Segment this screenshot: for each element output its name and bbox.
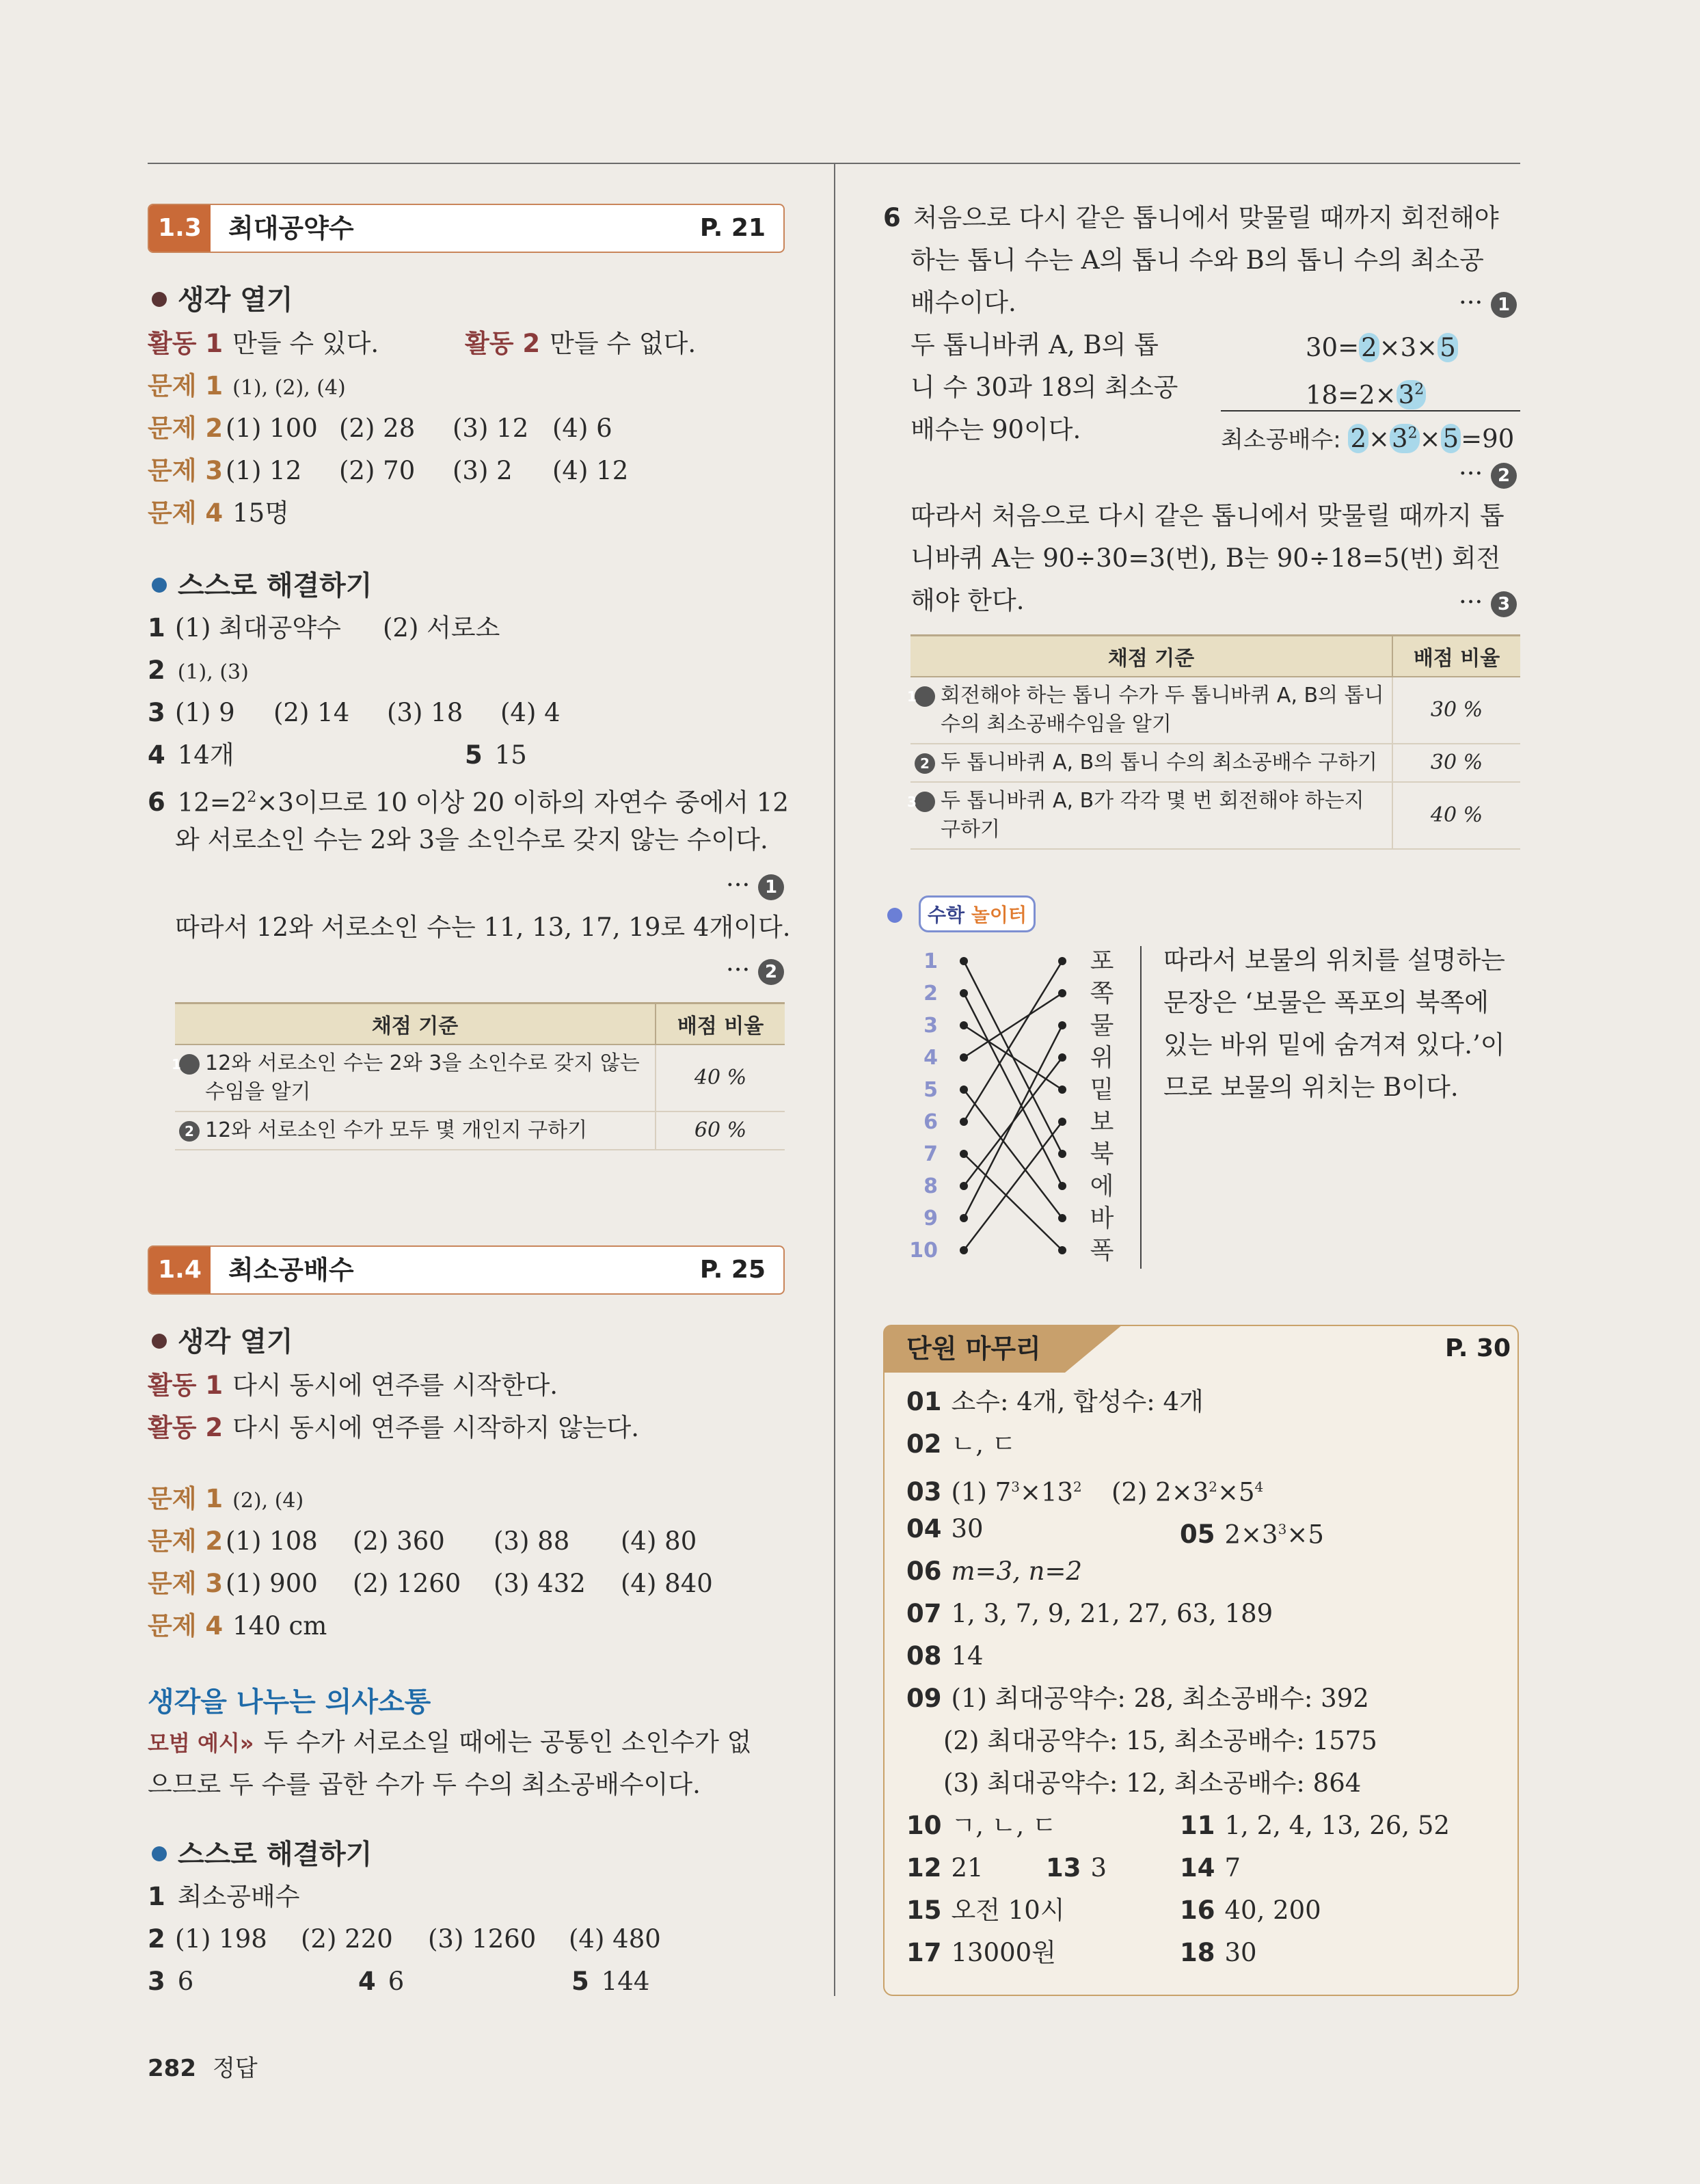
match-dot (960, 1118, 968, 1126)
match-number: 4 (923, 1046, 938, 1070)
answer-row: 3 6 (148, 1967, 194, 1996)
answer-row: 13 3 (1046, 1853, 1107, 1883)
answer-row: 2 (1), (3) (148, 656, 249, 685)
section-page: P. 25 (699, 1256, 766, 1284)
answer-row: 15 오전 10시 (906, 1896, 1065, 1925)
section-header-1-4 (148, 1245, 785, 1295)
table-row: 1 12와 서로소인 수는 2와 3을 소인수로 갖지 않는 수임을 알기 40 % (175, 1044, 785, 1111)
table-row: 2 12와 서로소인 수가 모두 몇 개인지 구하기 60 % (175, 1111, 785, 1150)
answer-row: 1 최소공배수 (148, 1882, 300, 1911)
match-number: 1 (923, 949, 938, 973)
table-header: 채점 기준 (175, 1003, 656, 1045)
match-dot (960, 1182, 968, 1190)
answer: (2) 70 (339, 456, 416, 485)
answer: (1) 12 (226, 456, 302, 485)
division-rule (1221, 410, 1520, 412)
match-line (964, 961, 1062, 1122)
match-dot (1058, 1214, 1066, 1222)
answer-row: 4 14개 (148, 740, 234, 770)
answer: (3) 12 (453, 414, 529, 443)
page-number: 282 (148, 2055, 196, 2082)
table-row: 1 회전해야 하는 톱니 수가 두 톱니바퀴 A, B의 톱니 수의 최소공배수임을 알기 30 % (910, 677, 1520, 744)
model-answer: 모범 예시» 두 수가 서로소일 때에는 공통인 소인수가 없 (148, 1727, 752, 1757)
separator (1140, 946, 1142, 1269)
page-footer (148, 2049, 258, 2083)
bullet-icon (152, 578, 167, 593)
answer-row: 07 1, 3, 7, 9, 21, 27, 63, 189 (906, 1599, 1273, 1628)
match-dot (1058, 1118, 1066, 1126)
match-character: 바 (1090, 1204, 1114, 1232)
answer: (1) 9 (175, 698, 235, 727)
answer: (2) 14 (273, 698, 350, 727)
answer-row: 01 소수: 4개, 합성수: 4개 (906, 1387, 1204, 1416)
explanation: 있는 바위 밑에 숨겨져 있다.’이 (1163, 1030, 1505, 1060)
answer-row: 10 ㄱ, ㄴ, ㄷ (906, 1811, 1057, 1840)
match-dot (960, 1214, 968, 1222)
section-number: 1.4 (149, 1247, 211, 1293)
match-character: 위 (1090, 1044, 1114, 1072)
grading-table (172, 1002, 785, 1150)
explanation: 배수는 90이다. (910, 415, 1081, 444)
explanation: 문장은 ‘보물은 폭포의 북쪽에 (1163, 988, 1489, 1017)
match-number: 5 (923, 1078, 938, 1102)
problem-row: 문제 2 (148, 414, 224, 443)
match-line (964, 993, 1062, 1186)
match-line (964, 1154, 1062, 1250)
answer: (1) 108 (226, 1526, 318, 1556)
communication-heading: 생각을 나누는 의사소통 (148, 1686, 431, 1718)
column-divider (834, 164, 835, 1996)
factorization-30: 30=2×3×5 (1306, 331, 1458, 365)
explanation: 하는 톱니 수는 A의 톱니 수와 B의 톱니 수의 최소공 (910, 245, 1484, 275)
match-dot (1058, 957, 1066, 965)
answer-row: 08 14 (906, 1641, 984, 1671)
explanation: 해야 한다. (910, 586, 1025, 615)
match-number: 10 (909, 1239, 938, 1263)
unit-review-title: 단원 마무리 (906, 1334, 1041, 1364)
match-character: 밑 (1090, 1076, 1114, 1104)
bullet-icon (152, 292, 167, 307)
explanation: 두 톱니바퀴 A, B의 톱 (910, 330, 1159, 360)
answer: (2) 서로소 (383, 613, 500, 643)
self-heading: 스스로 해결하기 (152, 569, 372, 603)
answer: (3) 432 (494, 1569, 586, 1598)
problem-row: 문제 4 140 cm (148, 1611, 327, 1641)
table-row: 2 두 톱니바퀴 A, B의 톱니 수의 최소공배수 구하기 30 % (910, 744, 1520, 782)
answer: (3) 18 (387, 698, 463, 727)
model-answer: 으므로 두 수를 곱한 수가 두 수의 최소공배수이다. (148, 1770, 701, 1799)
step-marker: ··· 2 (726, 953, 784, 987)
answer: (1) 100 (226, 414, 318, 443)
answer-row: 17 13000원 (906, 1938, 1056, 1967)
answer: (1) 198 (175, 1924, 267, 1954)
explanation: 따라서 12와 서로소인 수는 11, 13, 17, 19로 4개이다. (175, 913, 791, 942)
match-dot (960, 1246, 968, 1254)
activity-row: 활동 2 다시 동시에 연주를 시작하지 않는다. (148, 1413, 640, 1442)
answer-row: 16 40, 200 (1180, 1896, 1321, 1925)
match-dot (960, 989, 968, 997)
answer-row: 05 $2\times 3^3\times 5$ (1180, 1520, 1324, 1550)
match-line (964, 1090, 1062, 1218)
table-row: 3 두 톱니바퀴 A, B가 각각 몇 번 회전해야 하는지 구하기 40 % (910, 782, 1520, 849)
answer-row: 06 m=3, n=2 (906, 1556, 1083, 1586)
bullet-icon (152, 1846, 167, 1861)
answer-row: 03 (1) $7^3\times 13^2$ (906, 1477, 1082, 1507)
matching-diagram (909, 943, 1142, 1271)
self-heading: 스스로 해결하기 (152, 1837, 372, 1872)
match-number: 6 (923, 1110, 938, 1134)
answer: (2) 360 (353, 1526, 445, 1556)
table-header: 채점 기준 (910, 636, 1392, 677)
answer: (2) 1260 (353, 1569, 461, 1598)
match-line (964, 1025, 1062, 1218)
activity-row: 활동 1 만들 수 있다. (148, 329, 379, 358)
answer: (4) 6 (552, 414, 612, 443)
match-dot (1058, 1150, 1066, 1158)
step-marker: ··· 3 (1459, 585, 1517, 619)
answer-row: 4 6 (358, 1967, 405, 1996)
answer: (3) 2 (453, 456, 513, 485)
section-number: 1.3 (149, 205, 211, 252)
match-number: 3 (923, 1014, 938, 1038)
answer: (4) 80 (621, 1526, 697, 1556)
problem-row: 문제 3 (148, 1569, 224, 1598)
match-dot (1058, 989, 1066, 997)
explanation: 니바퀴 A는 90÷30=3(번), B는 90÷18=5(번) 회전 (910, 543, 1501, 573)
table-header: 배점 비율 (656, 1003, 785, 1045)
match-dot (1058, 1182, 1066, 1190)
activity-row: 활동 1 다시 동시에 연주를 시작한다. (148, 1371, 558, 1400)
bullet-icon (887, 908, 902, 923)
math-playground-badge: 수학 놀이터 (919, 895, 1036, 932)
match-line (964, 1025, 1062, 1090)
match-dot (1058, 1246, 1066, 1254)
match-character: 북 (1090, 1140, 1114, 1168)
activity-row: 활동 2 만들 수 없다. (465, 329, 697, 358)
answer-row: 6 처음으로 다시 같은 톱니에서 맞물릴 때까지 회전해야 (883, 203, 1499, 232)
match-dot (960, 1086, 968, 1094)
match-dot (960, 1053, 968, 1062)
problem-row: 문제 2 (148, 1526, 224, 1556)
match-character: 폭 (1090, 1237, 1114, 1265)
grading-table (907, 634, 1520, 850)
answer: (2) $2\times 3^2\times 5^4$ (1111, 1477, 1264, 1507)
unit-review-page: P. 30 (1445, 1334, 1511, 1362)
explanation: 따라서 보물의 위치를 설명하는 (1163, 945, 1505, 975)
answer-row: 5 15 (465, 740, 527, 770)
match-line (964, 1122, 1062, 1250)
think-heading: 생각 열기 (152, 1325, 293, 1359)
explanation: 와 서로소인 수는 2와 3을 소인수로 갖지 않는 수이다. (175, 825, 768, 854)
section-title: 최대공약수 (228, 213, 354, 243)
match-dot (1058, 1021, 1066, 1029)
match-character: 쪽 (1090, 980, 1114, 1008)
match-number: 8 (923, 1174, 938, 1198)
answer: (2) 220 (301, 1924, 393, 1954)
answer-row: 6 $12=2^2\times 3$이므로 10 이상 20 이하의 자연수 중에서 12 (148, 787, 789, 818)
answer-row: 5 144 (571, 1967, 650, 1996)
lcm-result: 최소공배수: $2\times 3^2\times 5=90$ (1221, 424, 1515, 454)
answer-row: 02 ㄴ, ㄷ (906, 1429, 1016, 1459)
section-title: 최소공배수 (228, 1255, 354, 1285)
explanation: 따라서 처음으로 다시 같은 톱니에서 맞물릴 때까지 톱 (910, 501, 1505, 530)
answer: (1) 900 (226, 1569, 318, 1598)
match-dot (960, 957, 968, 965)
answer: (2) 28 (339, 414, 416, 443)
problem-row: 문제 1 (2), (4) (148, 1484, 304, 1513)
explanation: 니 수 30과 18의 최소공 (910, 373, 1178, 402)
match-number: 2 (923, 982, 938, 1006)
match-character: 포 (1090, 947, 1114, 975)
answer-row: 14 7 (1180, 1853, 1241, 1883)
match-dot (960, 1150, 968, 1158)
problem-row: 문제 3 (148, 456, 224, 485)
answer-row: 3 (148, 698, 165, 727)
answer: (3) 최대공약수: 12, 최소공배수: 864 (943, 1768, 1362, 1798)
think-heading: 생각 열기 (152, 283, 293, 317)
problem-row: 문제 1 (1), (2), (4) (148, 371, 346, 401)
match-line (964, 993, 1062, 1057)
answer-row: 18 30 (1180, 1938, 1257, 1967)
answer-row: 12 21 (906, 1853, 984, 1883)
step-marker: ··· 1 (1459, 286, 1517, 320)
match-dot (960, 1021, 968, 1029)
answer: (1) 최대공약수 (175, 613, 341, 643)
bullet-icon (152, 1334, 167, 1349)
match-number: 9 (923, 1206, 938, 1230)
table-header: 배점 비율 (1392, 636, 1520, 677)
match-dot (1058, 1053, 1066, 1062)
problem-row: 문제 4 15명 (148, 498, 289, 528)
answer: (4) 840 (621, 1569, 713, 1598)
answer: (2) 최대공약수: 15, 최소공배수: 1575 (943, 1726, 1377, 1755)
answer-row: 2 (148, 1924, 165, 1954)
match-character: 보 (1090, 1108, 1114, 1136)
answer-row: 11 1, 2, 4, 13, 26, 52 (1180, 1811, 1450, 1840)
step-marker: ··· 1 (726, 868, 784, 902)
match-dot (1058, 1086, 1066, 1094)
explanation: 배수이다. (910, 288, 1016, 317)
step-marker: ··· 2 (1459, 457, 1517, 491)
explanation: 므로 보물의 위치는 B이다. (1163, 1073, 1459, 1102)
footer-label: 정답 (212, 2055, 258, 2082)
answer-row: 1 (148, 613, 165, 643)
match-character: 에 (1090, 1172, 1114, 1200)
answer: (4) 4 (500, 698, 561, 727)
answer-row: 09 (1) 최대공약수: 28, 최소공배수: 392 (906, 1684, 1369, 1713)
section-page: P. 21 (699, 214, 766, 242)
answer-row: 04 30 (906, 1514, 984, 1543)
answer: (3) 88 (494, 1526, 570, 1556)
answer: (4) 480 (569, 1924, 661, 1954)
answer: (4) 12 (552, 456, 629, 485)
answer: (3) 1260 (428, 1924, 537, 1954)
factorization-18: $18=2\times 3^2$ (1306, 373, 1426, 412)
match-number: 7 (923, 1142, 938, 1166)
match-character: 물 (1090, 1012, 1114, 1040)
section-header-1-3 (148, 204, 785, 253)
